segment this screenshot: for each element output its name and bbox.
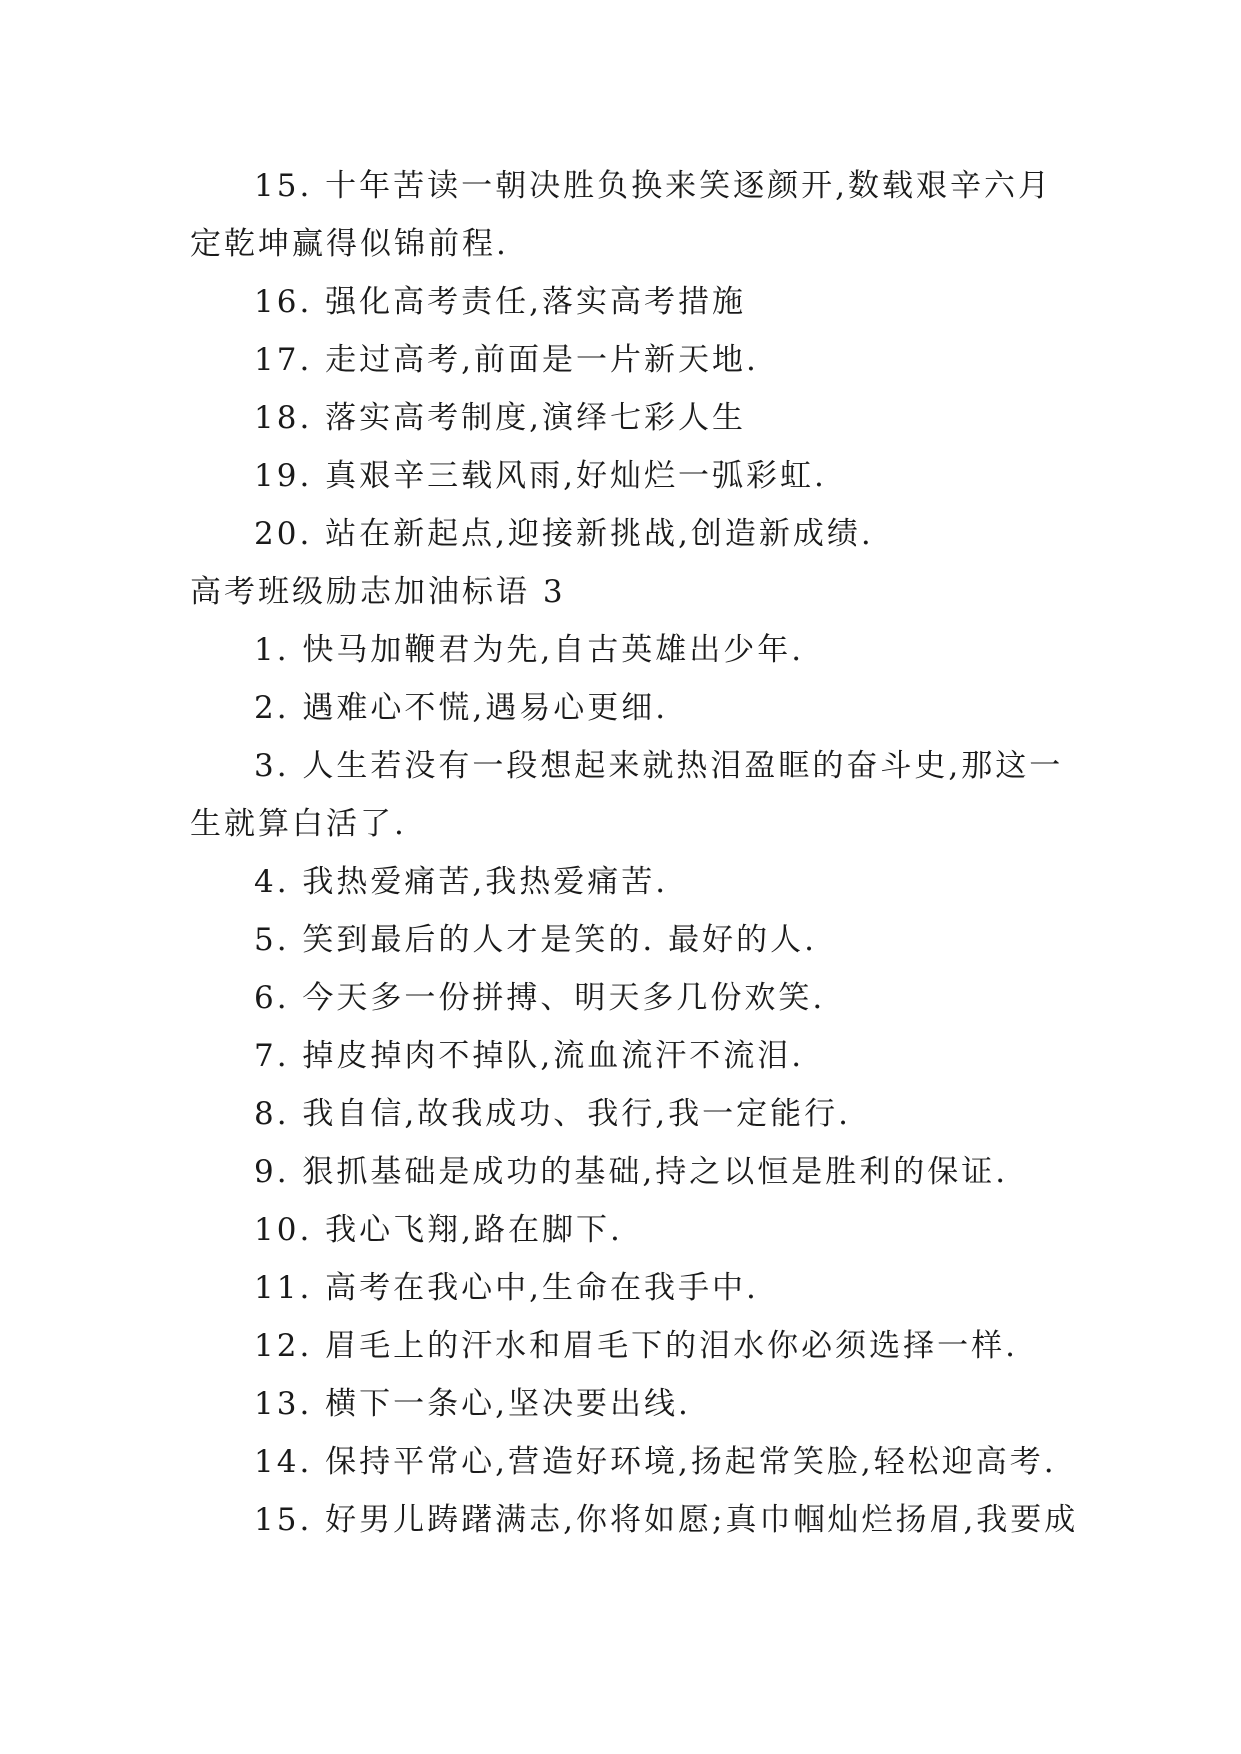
list-item: 18. 落实高考制度,演绎七彩人生	[254, 400, 747, 436]
list-item: 7. 掉皮掉肉不掉队,流血流汗不流泪.	[254, 1038, 805, 1074]
list-item: 5. 笑到最后的人才是笑的. 最好的人.	[254, 922, 817, 958]
list-item: 19. 真艰辛三载风雨,好灿烂一弧彩虹.	[254, 458, 827, 494]
list-item: 10. 我心飞翔,路在脚下.	[254, 1212, 623, 1248]
list-item-continuation: 定乾坤赢得似锦前程.	[190, 226, 509, 262]
list-item: 3. 人生若没有一段想起来就热泪盈眶的奋斗史,那这一	[254, 748, 1064, 784]
list-item: 14. 保持平常心,营造好环境,扬起常笑脸,轻松迎高考.	[254, 1444, 1057, 1480]
list-item: 15. 好男儿踌躇满志,你将如愿;真巾帼灿烂扬眉,我要成	[254, 1502, 1079, 1538]
list-item: 12. 眉毛上的汗水和眉毛下的泪水你必须选择一样.	[254, 1328, 1019, 1364]
list-item: 11. 高考在我心中,生命在我手中.	[254, 1270, 759, 1306]
list-item-continuation: 生就算白活了.	[190, 806, 407, 842]
list-item: 6. 今天多一份拼搏、明天多几份欢笑.	[254, 980, 826, 1016]
list-item: 20. 站在新起点,迎接新挑战,创造新成绩.	[254, 516, 874, 552]
list-item: 16. 强化高考责任,落实高考措施	[254, 284, 747, 320]
list-item: 2. 遇难心不慌,遇易心更细.	[254, 690, 669, 726]
list-item: 4. 我热爱痛苦,我热爱痛苦.	[254, 864, 669, 900]
document-body	[190, 157, 1079, 1549]
list-item: 9. 狠抓基础是成功的基础,持之以恒是胜利的保证.	[254, 1154, 1009, 1190]
list-item: 1. 快马加鞭君为先,自古英雄出少年.	[254, 632, 805, 668]
list-item: 17. 走过高考,前面是一片新天地.	[254, 342, 759, 378]
section-heading: 高考班级励志加油标语 3	[190, 574, 566, 610]
list-item: 15. 十年苦读一朝决胜负换来笑逐颜开,数载艰辛六月	[254, 168, 1053, 204]
list-item: 13. 横下一条心,坚决要出线.	[254, 1386, 691, 1422]
list-item: 8. 我自信,故我成功、我行,我一定能行.	[254, 1096, 851, 1132]
